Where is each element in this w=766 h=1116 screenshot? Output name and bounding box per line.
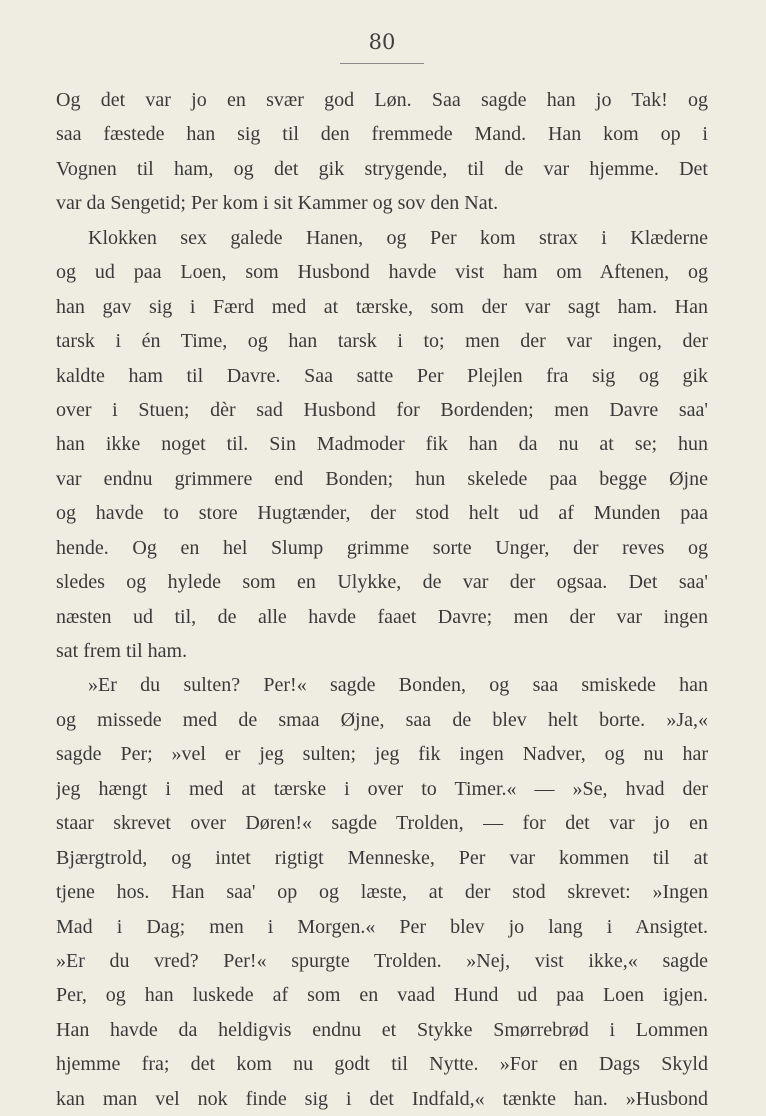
text-line: over i Stuen; dèr sad Husbond for Bordenden; men Davre saa' <box>56 398 708 421</box>
text-line: Klokken sex galede Hanen, og Per kom strax i Klæderne <box>88 226 708 249</box>
text-line: Og det var jo en svær god Løn. Saa sagde han jo Tak! og <box>56 89 708 111</box>
text-line: var da Sengetid; Per kom i sit Kammer og sov den Nat. <box>56 192 499 215</box>
text-line: kaldte ham til Davre. Saa satte Per Plejlen fra sig og gik <box>56 364 708 387</box>
text-line: tarsk i én Time, og han tarsk i to; men der var ingen, der <box>56 330 708 353</box>
text-line: Bjærgtrold, og intet rigtigt Menneske, Per var kommen til at <box>56 846 708 869</box>
text-line: og havde to store Hugtænder, der stod helt ud af Munden paa <box>56 502 708 525</box>
text-line: »Er du vred? Per!« spurgte Trolden. »Nej, vist ikke,« sagde <box>56 949 708 972</box>
text-line: næsten ud til, de alle havde faaet Davre; men der var ingen <box>56 605 708 628</box>
text-line: han ikke noget til. Sin Madmoder fik han da nu at se; hun <box>56 433 708 456</box>
text-line: han gav sig i Færd med at tærske, som der var sagt ham. Han <box>56 295 708 318</box>
text-line: Mad i Dag; men i Morgen.« Per blev jo lang i Ansigtet. <box>56 915 708 938</box>
text-line: var endnu grimmere end Bonden; hun skelede paa begge Øjne <box>56 467 708 490</box>
text-line: hende. Og en hel Slump grimme sorte Unger, der reves og <box>56 536 708 559</box>
text-line: Han havde da heldigvis endnu et Stykke Smørrebrød i Lommen <box>56 1018 708 1041</box>
text-line: sagde Per; »vel er jeg sulten; jeg fik ingen Nadver, og nu har <box>56 743 708 766</box>
text-line: og missede med de smaa Øjne, saa de blev helt borte. »Ja,« <box>56 708 708 731</box>
page-number-rule <box>340 63 424 64</box>
text-line: sat frem til ham. <box>56 640 188 662</box>
text-line: staar skrevet over Døren!« sagde Trolden, — for det var jo en <box>56 812 708 835</box>
text-line: jeg hængt i med at tærske i over to Timer.« — »Se, hvad der <box>56 777 708 800</box>
text-line: Per, og han luskede af som en vaad Hund ud paa Loen igjen. <box>56 984 708 1007</box>
text-line: og ud paa Loen, som Husbond havde vist ham om Aftenen, og <box>56 261 708 284</box>
page-number: 80 <box>368 30 396 54</box>
text-line: kan man vel nok finde sig i det Indfald,« tænkte han. »Husbond <box>56 1087 708 1110</box>
text-line: tjene hos. Han saa' op og læste, at der stod skrevet: »Ingen <box>56 881 708 904</box>
text-line: hjemme fra; det kom nu godt til Nytte. »For en Dags Skyld <box>56 1053 708 1076</box>
text-line: »Er du sulten? Per!« sagde Bonden, og saa smiskede han <box>88 674 708 697</box>
body-text <box>56 83 708 1116</box>
text-line: sledes og hylede som en Ulykke, de var der ogsaa. Det saa' <box>56 571 708 594</box>
text-line: Vognen til ham, og det gik strygende, til de var hjemme. Det <box>56 157 708 180</box>
text-line: saa fæstede han sig til den fremmede Mand. Han kom op i <box>56 123 708 146</box>
